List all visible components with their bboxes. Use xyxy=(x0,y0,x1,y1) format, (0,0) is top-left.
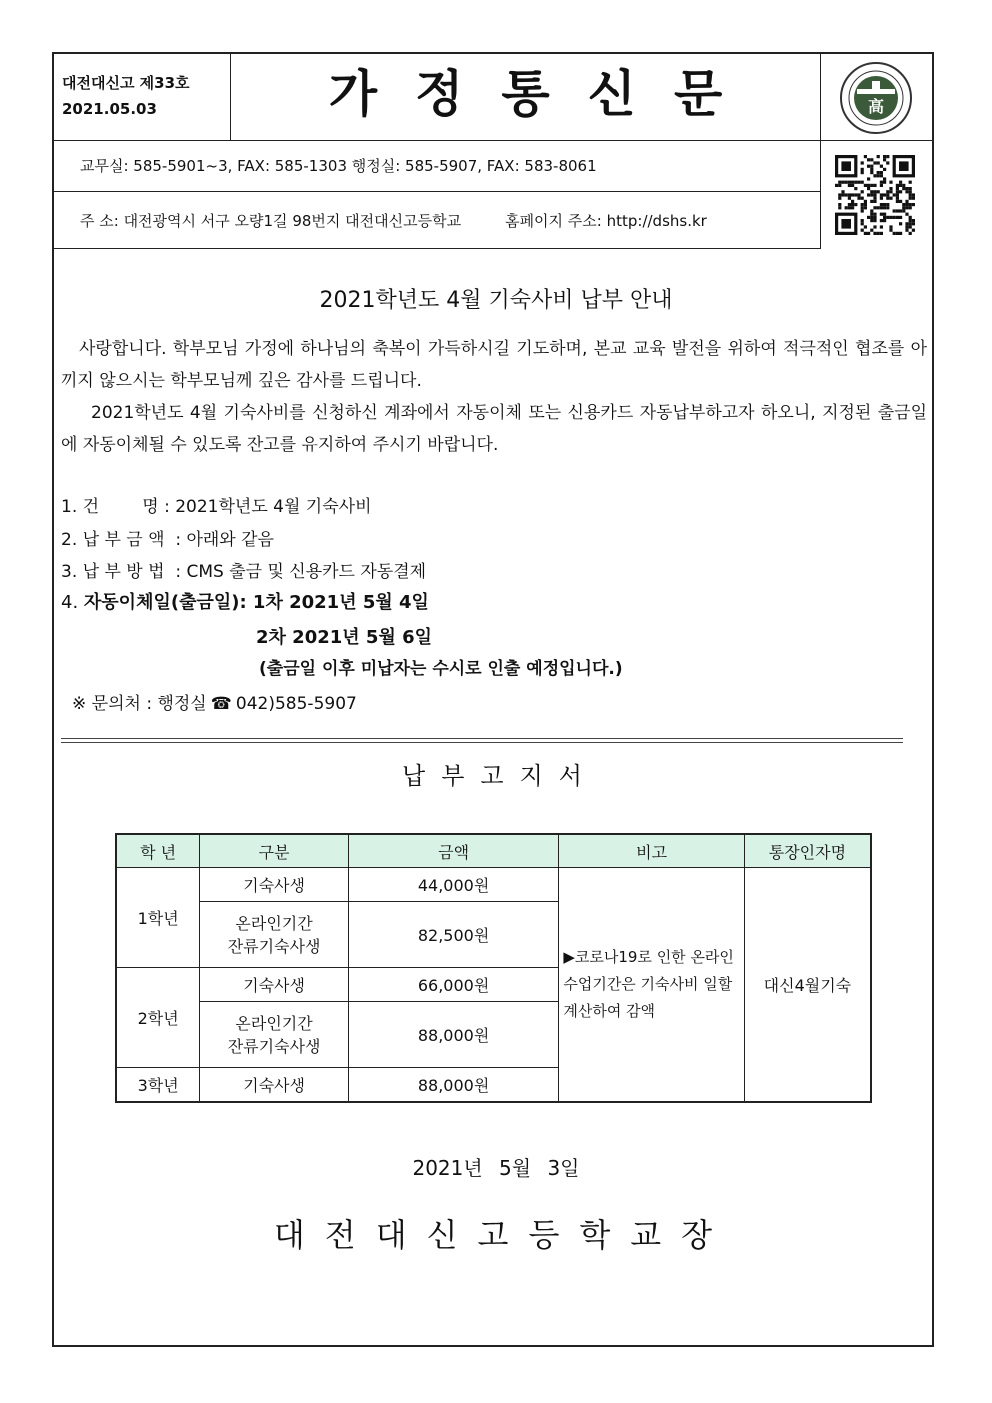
type-cell: 기숙사생 xyxy=(200,1067,349,1102)
contact-row xyxy=(54,141,821,192)
issue-date-footer: 2021년 5월 3일 xyxy=(412,1156,580,1180)
header-type: 구분 xyxy=(200,834,349,868)
inquiry-phone: 042)585-5907 xyxy=(235,694,357,714)
table-header-row xyxy=(116,834,871,868)
qr-code-icon xyxy=(835,155,915,235)
header-amount: 금액 xyxy=(348,834,559,868)
principal-signature: 대전대신고등학교장 xyxy=(273,1216,733,1254)
instruction-paragraph: 2021학년도 4월 기숙사비를 신청하신 계좌에서 자동이체 또는 신용카드 자동납부하고자 하오니, 지정된 출금일에 자동이체될 수 있도록 잔고를 유지하여 주시기 바랍니다. xyxy=(61,403,927,455)
logo-cell xyxy=(821,54,932,248)
transfer-date-2: 2차 2021년 5월 6일 xyxy=(256,627,433,648)
list-item: 3. 납 부 방 법 : CMS 출금 및 신용카드 자동결제 xyxy=(61,562,427,582)
divider xyxy=(61,738,903,743)
type-line: 온라인기간 xyxy=(235,914,313,934)
school-emblem-icon xyxy=(839,61,913,135)
emblem-glyph: 高 xyxy=(867,97,885,116)
type-line: 잔류기숙사생 xyxy=(227,937,321,957)
note-cell: ▶코로나19로 인한 온라인 수업기간은 기숙사비 일할계산하여 감액 xyxy=(559,868,744,1103)
payment-notice-title: 납부고지서 xyxy=(402,762,598,790)
inquiry-line xyxy=(72,689,357,714)
header-note: 비고 xyxy=(559,834,744,868)
header-grade: 학 년 xyxy=(116,834,200,868)
grade-cell: 1학년 xyxy=(116,868,200,968)
title-cell xyxy=(231,54,821,140)
contact-numbers: 교무실: 585-5901~3, FAX: 585-1303 행정실: 585-5907, FAX: 583-8061 xyxy=(80,157,597,175)
amount-cell: 82,500원 xyxy=(348,901,559,967)
header-account-name: 통장인자명 xyxy=(744,834,871,868)
address-row xyxy=(54,192,821,249)
amount-cell: 88,000원 xyxy=(348,1001,559,1067)
type-cell: 기숙사생 xyxy=(200,868,349,902)
list-item: 2. 납 부 금 액 : 아래와 같음 xyxy=(61,530,274,550)
notice-heading: 2021학년도 4월 기숙사비 납부 안내 xyxy=(319,288,673,313)
header-top-row xyxy=(54,54,932,141)
unpaid-note: (출금일 이후 미납자는 수시로 인출 예정입니다.) xyxy=(259,659,623,679)
type-line: 온라인기간 xyxy=(235,1014,313,1034)
issue-date: 2021.05.03 xyxy=(62,100,157,118)
phone-icon: ☎ xyxy=(210,694,232,714)
page-title: 가정통신문 xyxy=(328,65,761,123)
fee-table xyxy=(115,833,872,1103)
address-line xyxy=(80,210,707,231)
grade-cell: 3학년 xyxy=(116,1067,200,1102)
amount-cell: 44,000원 xyxy=(348,868,559,902)
list-item: 1. 건 명 : 2021학년도 4월 기숙사비 xyxy=(61,497,372,517)
type-cell xyxy=(200,901,349,967)
table-row xyxy=(116,868,871,902)
transfer-date-1: 자동이체일(출금일): 1차 2021년 5월 4일 xyxy=(83,592,429,613)
type-cell xyxy=(200,1001,349,1067)
grade-cell: 2학년 xyxy=(116,967,200,1067)
list-number: 4. xyxy=(61,592,84,613)
address: 주 소: 대전광역시 서구 오량1길 98번지 대전대신고등학교 xyxy=(80,212,462,230)
type-line: 잔류기숙사생 xyxy=(227,1037,321,1057)
homepage-link[interactable]: 홈페이지 주소: http://dshs.kr xyxy=(505,212,707,230)
amount-cell: 66,000원 xyxy=(348,967,559,1001)
account-name-cell: 대신4월기숙 xyxy=(744,868,871,1103)
greeting-paragraph: 사랑합니다. 학부모님 가정에 하나님의 축복이 가득하시길 기도하며, 본교 교육 발전을 위하여 적극적인 협조를 아끼지 않으시는 학부모님께 깊은 감사를 드립니다. xyxy=(61,339,927,391)
issue-info-cell xyxy=(54,54,231,140)
type-cell: 기숙사생 xyxy=(200,967,349,1001)
list-item-transfer-date xyxy=(61,588,429,614)
issue-number: 대전대신고 제33호 xyxy=(62,74,190,92)
inquiry-label: ※ 문의처 : 행정실 xyxy=(72,694,207,714)
amount-cell: 88,000원 xyxy=(348,1067,559,1102)
